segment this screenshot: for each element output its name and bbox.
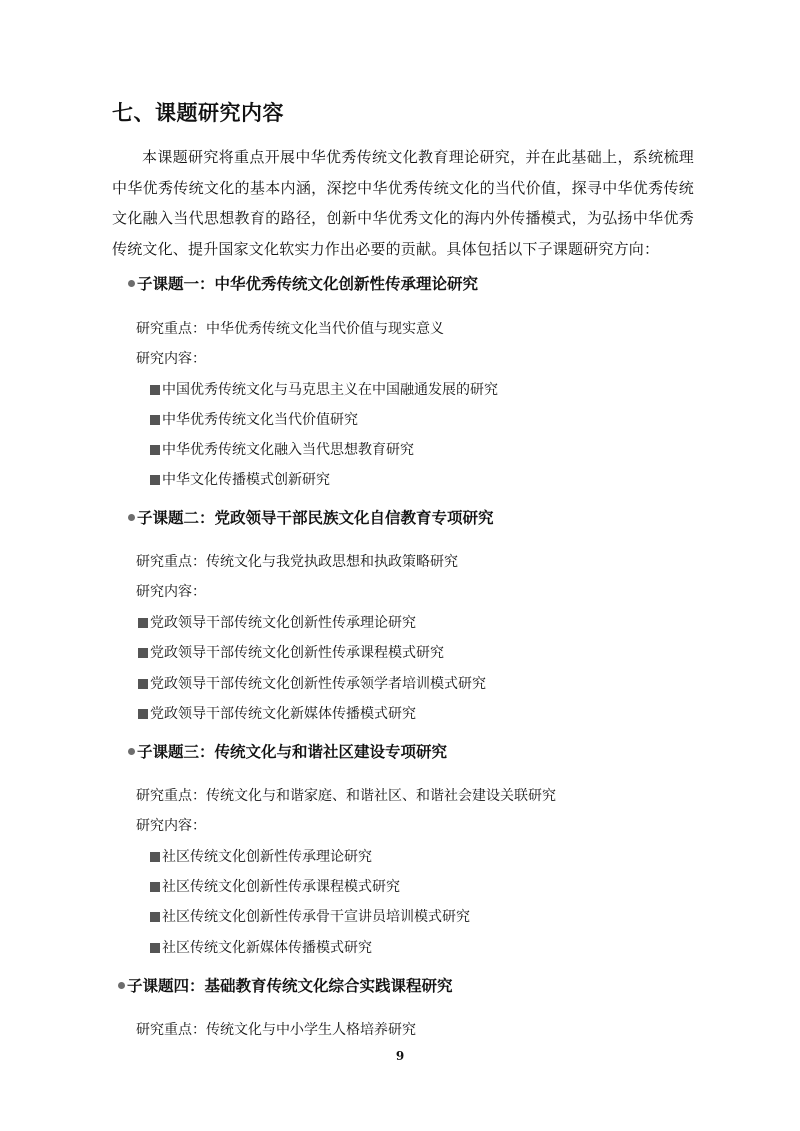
square-bullet-icon [138, 648, 148, 658]
subtopic-2-focus: 研究重点：传统文化与我党执政思想和执政策略研究 [136, 554, 458, 570]
subtopic-1-item: 中华优秀传统文化融入当代思想教育研究 [150, 439, 414, 459]
subtopic-2-content-label: 研究内容： [136, 584, 206, 600]
square-bullet-icon [138, 679, 148, 689]
bullet-dot-icon [128, 280, 135, 287]
square-bullet-icon [150, 852, 160, 862]
bullet-dot-icon [118, 982, 125, 989]
subtopic-3-content-label: 研究内容： [136, 818, 206, 834]
subtopic-4-title: 子课题四：基础教育传统文化综合实践课程研究 [118, 974, 453, 996]
square-bullet-icon [138, 709, 148, 719]
subtopic-1-item: 中华文化传播模式创新研究 [150, 469, 330, 489]
section-title: 七、课题研究内容 [112, 101, 284, 125]
subtopic-2-item: 党政领导干部传统文化创新性传承理论研究 [138, 612, 416, 632]
square-bullet-icon [150, 415, 160, 425]
subtopic-2-item: 党政领导干部传统文化创新性传承课程模式研究 [138, 642, 444, 662]
subtopic-1-focus: 研究重点：中华优秀传统文化当代价值与现实意义 [136, 321, 444, 337]
subtopic-2-item: 党政领导干部传统文化新媒体传播模式研究 [138, 703, 416, 723]
subtopic-1-item: 中国优秀传统文化与马克思主义在中国融通发展的研究 [150, 379, 498, 399]
subtopic-3-title: 子课题三：传统文化与和谐社区建设专项研究 [128, 740, 447, 762]
subtopic-1-title: 子课题一：中华优秀传统文化创新性传承理论研究 [128, 272, 478, 294]
square-bullet-icon [150, 445, 160, 455]
square-bullet-icon [150, 912, 160, 922]
square-bullet-icon [150, 882, 160, 892]
page-number: 9 [395, 1049, 405, 1063]
subtopic-3-item: 社区传统文化创新性传承骨干宣讲员培训模式研究 [150, 906, 470, 926]
subtopic-3-item: 社区传统文化创新性传承课程模式研究 [150, 876, 400, 896]
subtopic-4-focus: 研究重点：传统文化与中小学生人格培养研究 [136, 1022, 416, 1038]
intro-paragraph: 本课题研究将重点开展中华优秀传统文化教育理论研究，并在此基础上，系统梳理中华优秀传统文化的基本内涵，深挖中华优秀传统文化的当代价值，探寻中华优秀传统文化融入当代思想教育的路径，创新中华优秀文化的海内外传播模式，为弘扬中华优秀传统文化、提升国家文化软实力作出必要的贡献。具体包括以下子课题研究方向： [112, 148, 694, 258]
bullet-dot-icon [128, 748, 135, 755]
subtopic-3-item: 社区传统文化创新性传承理论研究 [150, 846, 372, 866]
square-bullet-icon [138, 618, 148, 628]
bullet-dot-icon [128, 514, 135, 521]
subtopic-2-item: 党政领导干部传统文化创新性传承领学者培训模式研究 [138, 673, 486, 693]
subtopic-3-item: 社区传统文化新媒体传播模式研究 [150, 937, 372, 957]
subtopic-1-content-label: 研究内容： [136, 351, 206, 367]
square-bullet-icon [150, 475, 160, 485]
square-bullet-icon [150, 385, 160, 395]
subtopic-2-title: 子课题二：党政领导干部民族文化自信教育专项研究 [128, 506, 494, 528]
subtopic-1-item: 中华优秀传统文化当代价值研究 [150, 409, 358, 429]
subtopic-3-focus: 研究重点：传统文化与和谐家庭、和谐社区、和谐社会建设关联研究 [136, 788, 556, 804]
square-bullet-icon [150, 943, 160, 953]
